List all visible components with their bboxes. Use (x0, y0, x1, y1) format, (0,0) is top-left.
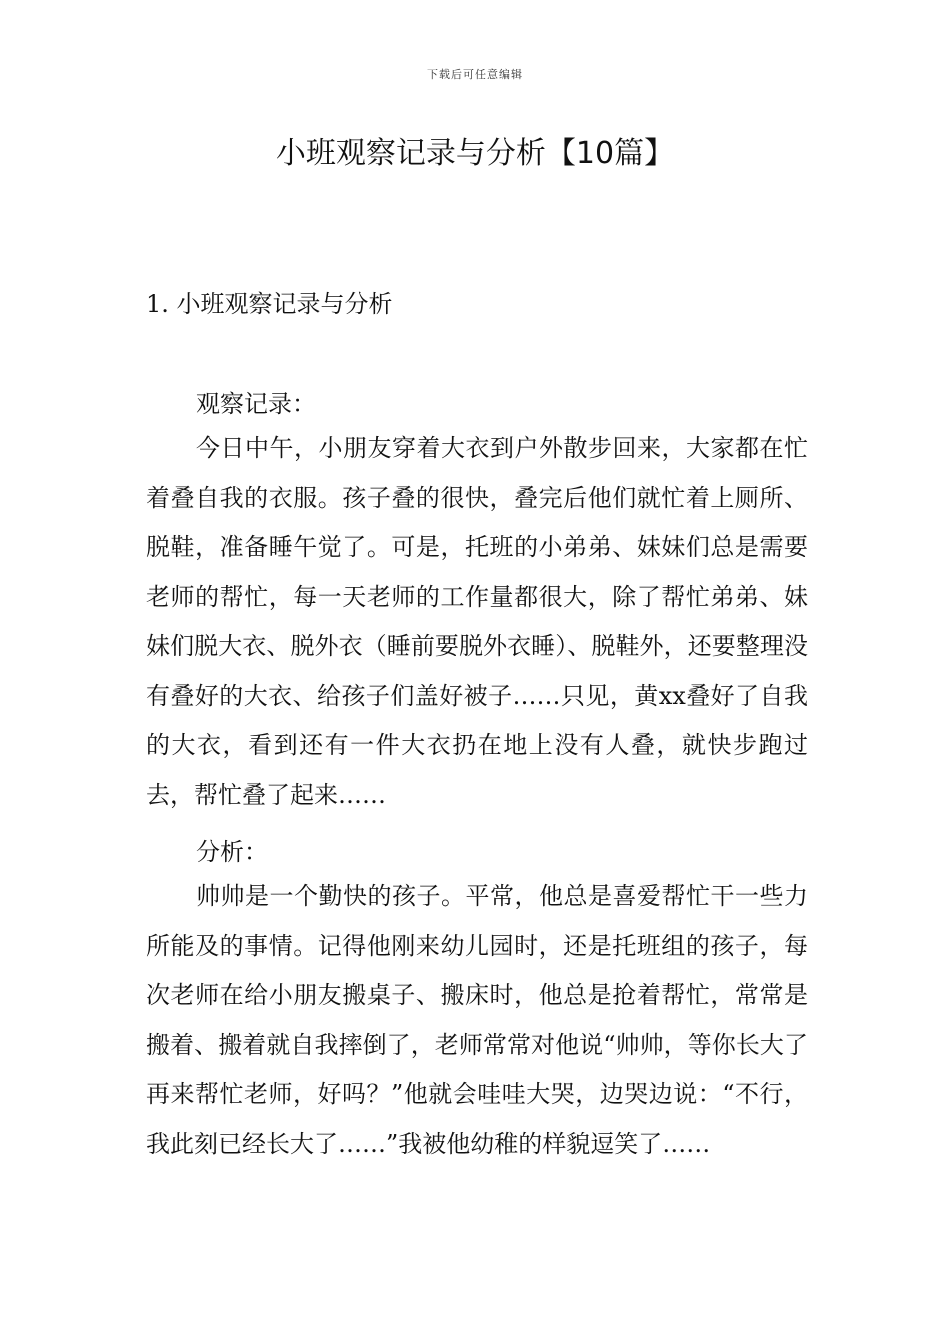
header-note: 下载后可任意编辑 (427, 68, 523, 81)
analysis-label: 分析： (196, 838, 268, 866)
observation-paragraph: 今日中午，小朋友穿着大衣到户外散步回来，大家都在忙着叠自我的衣服。孩子叠的很快，叠完后他们就忙着上厕所、脱鞋，准备睡午觉了。可是，托班的小弟弟、妹妹们总是需要老师的帮忙，每一天老师的工作量都很大，除了帮忙弟弟、妹妹们脱大衣、脱外衣（睡前要脱外衣睡）、脱鞋外，还要整理没有叠好的大衣、给孩子们盖好被子……只见，黄xx叠好了自我的大衣，看到还有一件大衣扔在地上没有人叠，就快步跑过去，帮忙叠了起来…… (146, 434, 808, 809)
section-heading: 1. 小班观察记录与分析 (146, 290, 393, 318)
observation-label: 观察记录： (196, 390, 316, 418)
analysis-paragraph: 帅帅是一个勤快的孩子。平常，他总是喜爱帮忙干一些力所能及的事情。记得他刚来幼儿园时，还是托班组的孩子，每次老师在给小朋友搬桌子、搬床时，他总是抢着帮忙，常常是搬着、搬着就自我摔倒了，老师常常对他说“帅帅，等你长大了再来帮忙老师，好吗？”他就会哇哇大哭，边哭边说：“不行，我此刻已经长大了……”我被他幼稚的样貌逗笑了…… (146, 882, 808, 1158)
document-title: 小班观察记录与分析【10篇】 (275, 136, 675, 171)
